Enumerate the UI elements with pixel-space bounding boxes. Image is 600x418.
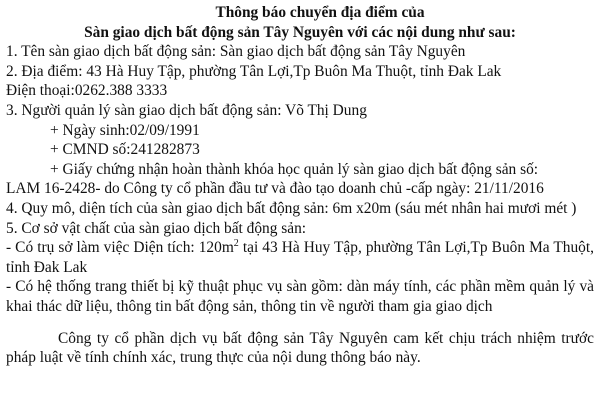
office-suffix: tại 43 Hà Huy Tập, phường Tân Lợi,Tp Buôn Ma Thuột, tỉnh Đak Lak: [6, 239, 594, 276]
office-area-superscript: 2: [233, 238, 239, 249]
notice-title: Thông báo chuyển địa điểm của: [215, 4, 425, 21]
manager-dob: + Ngày sinh:02/09/1991: [50, 121, 200, 139]
facility-office: [6, 238, 594, 277]
item-4-scale: 4. Quy mô, diện tích của sàn giao dịch bất động sản: 6m x20m (sáu mét nhân hai mươi mét ): [6, 199, 577, 217]
commitment-paragraph: Công ty cổ phần dịch vụ bất động sản Tây Nguyên cam kết chịu trách nhiệm trước pháp luật về tính chính xác, trung thực của nội dung thông báo này.: [6, 329, 594, 367]
notice-document: [0, 3, 600, 418]
item-3-manager: 3. Người quản lý sàn giao dịch bất động sản: Võ Thị Dung: [6, 101, 367, 119]
manager-certificate-line-2: LAM 16-2428- do Công ty cổ phần đầu tư và đào tạo doanh chủ -cấp ngày: 21/11/2016: [6, 180, 544, 198]
item-1-exchange-name: 1. Tên sàn giao dịch bất động sản: Sàn giao dịch bất động sản Tây Nguyên: [6, 43, 466, 61]
manager-id-card: + CMND số:241282873: [50, 141, 200, 159]
facility-equipment: - Có hệ thống trang thiết bị kỹ thuật phục vụ sàn gồm: dàn máy tính, các phần mềm quản lý và khai thác dữ liệu, thông tin bất động sản, thông tin về người tham gia giao dịch: [6, 278, 594, 315]
manager-certificate-line-1: + Giấy chứng nhận hoàn thành khóa học quản lý sàn giao dịch bất động sản số:: [50, 160, 539, 178]
item-2-address: 2. Địa điểm: 43 Hà Huy Tập, phường Tân Lợi,Tp Buôn Ma Thuột, tỉnh Đak Lak: [6, 62, 502, 80]
notice-subtitle: Sàn giao dịch bất động sản Tây Nguyên với các nội dung như sau:: [84, 23, 516, 41]
phone-number: Điện thoại:0262.388 3333: [6, 82, 168, 100]
item-5-facilities: 5. Cơ sở vật chất của sàn giao dịch bất động sản:: [6, 219, 307, 237]
office-prefix: - Có trụ sở làm việc Diện tích: 120m: [6, 239, 234, 257]
